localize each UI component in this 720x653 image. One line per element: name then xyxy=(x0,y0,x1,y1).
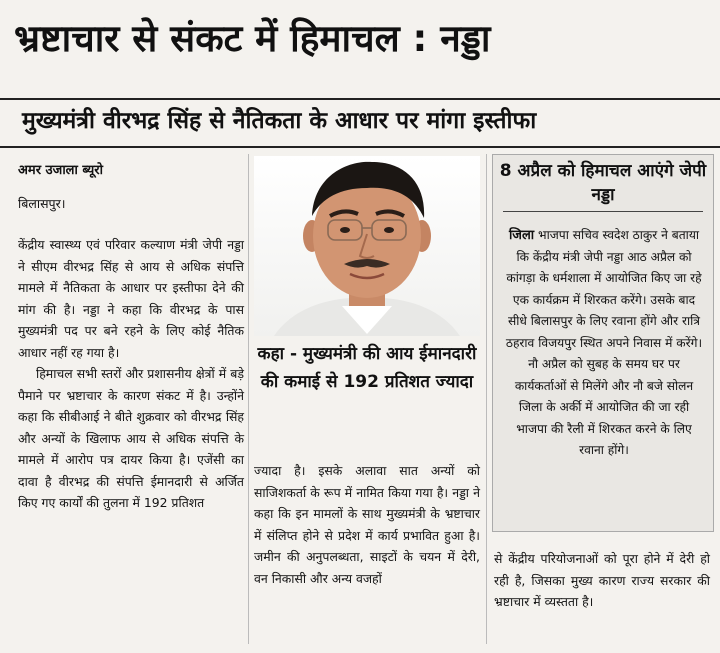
subheadline-rule xyxy=(0,146,720,148)
portrait-photo xyxy=(254,156,480,336)
column-divider xyxy=(486,154,487,644)
headline-rule xyxy=(0,98,720,100)
headline: भ्रष्टाचार से संकट में हिमाचल : नड्डा xyxy=(14,17,491,60)
article-column-1 xyxy=(18,234,244,514)
subheadline: मुख्यमंत्री वीरभद्र सिंह से नैतिकता के आधार पर मांगा इस्तीफा xyxy=(22,108,537,134)
sidebar-text: भाजपा सचिव स्वदेश ठाकुर ने बताया कि केंद्रीय मंत्री जेपी नड्डा आठ अप्रैल को कांगड़ा के धर्मशाला में आयोजित किए जा रहे एक कार्यक्रम में शिरकत करेंगे। उसके बाद सीधे बिलासपुर के लिए रवाना होंगे और रात्रि ठहराव विजयपुर स्थित अपने निवास में करेंगे। नौ अप्रैल को सुबह के समय घर पर कार्यकर्ताओं से मिलेंगे और नौ बजे सोलन जिला के अर्की में आयोजित की जा रही भाजपा की रैली में शिरकत करने के लिए रवाना होंगे। xyxy=(505,228,703,457)
article-paragraph: हिमाचल सभी स्तरों और प्रशासनीय क्षेत्रों में बड़े पैमाने पर भ्रष्टाचार के कारण संकट में है। उन्होंने कहा कि सीबीआई ने बीते शुक्रवार को वीरभद्र सिंह और अन्यों के खिलाफ आय से अधिक संपत्ति के मामले में आरोप पत्र दायर किया है। एजेंसी का दावा है वीरभद्र की संपत्ति ईमानदारी से अर्जित किए गए कार्यों की तुलना में 192 प्रतिशत xyxy=(18,366,244,510)
article-column-2 xyxy=(254,460,480,589)
sidebar-rule xyxy=(503,211,703,212)
byline: अमर उजाला ब्यूरो xyxy=(18,163,103,178)
article-paragraph: केंद्रीय स्वास्थ्य एवं परिवार कल्याण मंत्री जेपी नड्डा ने सीएम वीरभद्र सिंह से आय से अधिक संपत्ति मामले में नैतिकता के आधार पर इस्तीफा देने की मांग की है। नड्डा ने कहा कि वीरभद्र के पास मुख्यमंत्री पद पर बने रहने के लिए कोई नैतिक आधार नहीं रह गया है। xyxy=(18,237,244,360)
portrait-illustration xyxy=(254,156,480,336)
dateline: बिलासपुर। xyxy=(18,196,66,211)
sidebar-first-word: जिला xyxy=(508,228,535,243)
pull-quote: कहा - मुख्यमंत्री की आय ईमानदारी की कमाई से 192 प्रतिशत ज्यादा xyxy=(257,344,477,392)
article-paragraph: से केंद्रीय परियोजनाओं को पूरा होने में देरी हो रही है, जिसका मुख्य कारण राज्य सरकार की भ्रष्टाचार में व्यस्तता है। xyxy=(494,551,710,609)
column-divider xyxy=(248,154,249,644)
article-column-3 xyxy=(494,548,710,613)
sidebar-body xyxy=(503,225,705,462)
sidebar-title: 8 अप्रैल को हिमाचल आएंगे जेपी नड्डा xyxy=(499,161,707,205)
article-paragraph: ज्यादा है। इसके अलावा सात अन्यों को साजिशकर्ता के रूप में नामित किया गया है। नड्डा ने कहा कि इन मामलों के साथ मुख्यमंत्री के भ्रष्टाचार में संलिप्त होने से प्रदेश में कार्य प्रभावित हुआ है। जमीन की अनुपलब्धता, साइटों के चयन में देरी, वन निकासी और अन्य वजहों xyxy=(254,463,480,586)
sidebar-box xyxy=(492,154,714,532)
